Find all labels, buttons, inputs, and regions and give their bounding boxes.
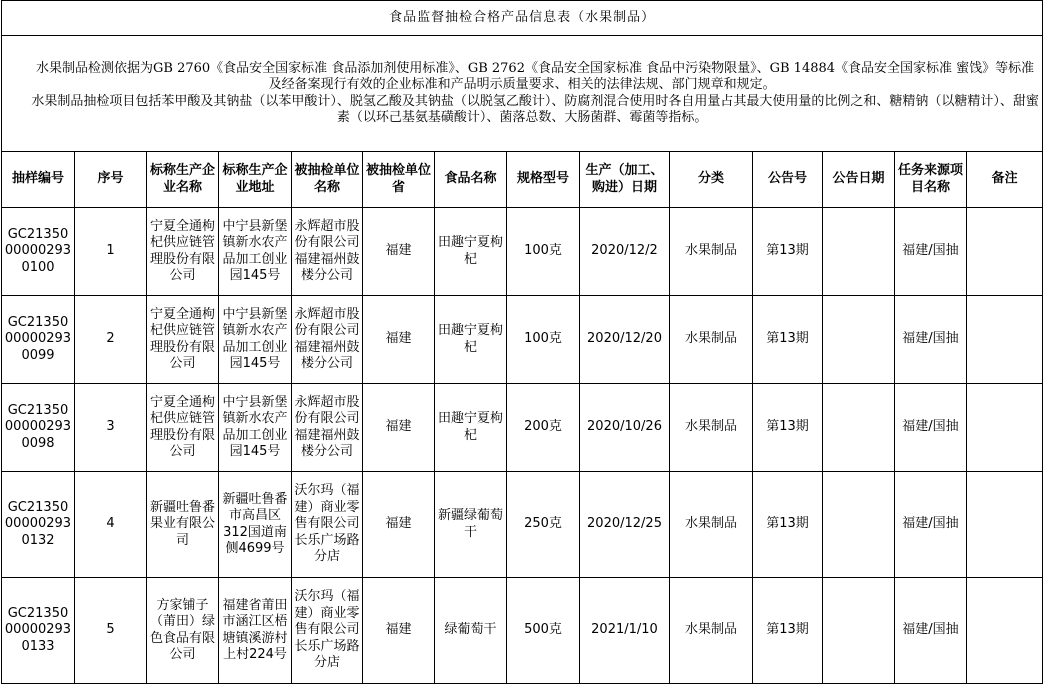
production-date: 2020/12/25 xyxy=(580,472,670,578)
notice-date xyxy=(823,472,895,578)
notice-number: 第13期 xyxy=(753,384,823,472)
remark xyxy=(967,384,1043,472)
task-source: 福建/国抽 xyxy=(895,578,967,684)
producer-name: 宁夏全通枸杞供应链管理股份有限公司 xyxy=(147,208,219,296)
producer-name: 宁夏全通枸杞供应链管理股份有限公司 xyxy=(147,384,219,472)
category: 水果制品 xyxy=(670,208,753,296)
province: 福建 xyxy=(363,472,435,578)
remark xyxy=(967,208,1043,296)
task-source: 福建/国抽 xyxy=(895,472,967,578)
sample-code: GC21350000002930132 xyxy=(2,472,75,578)
column-header: 任务来源项目名称 xyxy=(895,152,967,208)
column-header: 标称生产企业地址 xyxy=(219,152,292,208)
producer-address: 新疆吐鲁番市高昌区312国道南侧4699号 xyxy=(219,472,292,578)
column-header: 序号 xyxy=(75,152,147,208)
intro-paragraph: 水果制品检测依据为GB 2760《食品安全国家标准 食品添加剂使用标准》、GB 2762《食品安全国家标准 食品中污染物限量》、GB 14884《食品安全国家标准 蜜饯》等标准及经备案现行有效的企业标准和产品明示质量要求、相关的法律法规、部门规章和规定。 xyxy=(36,60,1035,92)
province: 福建 xyxy=(363,384,435,472)
column-header: 备注 xyxy=(967,152,1043,208)
row-number: 2 xyxy=(75,296,147,384)
food-name: 田趣宁夏枸杞 xyxy=(435,384,507,472)
header-row xyxy=(2,152,1043,208)
task-source: 福建/国抽 xyxy=(895,384,967,472)
sampled-unit: 永辉超市股份有限公司福建福州鼓楼分公司 xyxy=(292,296,363,384)
food-name: 绿葡萄干 xyxy=(435,578,507,684)
column-header: 被抽检单位省 xyxy=(363,152,435,208)
notice-date xyxy=(823,208,895,296)
spec: 100克 xyxy=(507,208,580,296)
info-table xyxy=(1,0,1043,684)
food-name: 田趣宁夏枸杞 xyxy=(435,208,507,296)
notice-number: 第13期 xyxy=(753,472,823,578)
province: 福建 xyxy=(363,296,435,384)
production-date: 2021/1/10 xyxy=(580,578,670,684)
sample-code: GC21350000002930098 xyxy=(2,384,75,472)
province: 福建 xyxy=(363,578,435,684)
table-row xyxy=(2,296,1043,384)
category: 水果制品 xyxy=(670,578,753,684)
table-row xyxy=(2,384,1043,472)
notice-date xyxy=(823,384,895,472)
table-row xyxy=(2,472,1043,578)
row-number: 3 xyxy=(75,384,147,472)
table-row xyxy=(2,578,1043,684)
producer-address: 中宁县新堡镇新水农产品加工创业园145号 xyxy=(219,296,292,384)
spec: 500克 xyxy=(507,578,580,684)
category: 水果制品 xyxy=(670,384,753,472)
production-date: 2020/10/26 xyxy=(580,384,670,472)
sample-code: GC21350000002930133 xyxy=(2,578,75,684)
sampled-unit: 沃尔玛（福建）商业零售有限公司长乐广场路分店 xyxy=(292,578,363,684)
sampled-unit: 永辉超市股份有限公司福建福州鼓楼分公司 xyxy=(292,208,363,296)
table-row xyxy=(2,208,1043,296)
column-header: 公告号 xyxy=(753,152,823,208)
notice-date xyxy=(823,296,895,384)
column-header: 食品名称 xyxy=(435,152,507,208)
producer-address: 福建省莆田市涵江区梧塘镇溪游村上村224号 xyxy=(219,578,292,684)
column-header: 公告日期 xyxy=(823,152,895,208)
column-header: 标称生产企业名称 xyxy=(147,152,219,208)
remark xyxy=(967,296,1043,384)
remark xyxy=(967,472,1043,578)
food-name: 新疆绿葡萄干 xyxy=(435,472,507,578)
spec: 250克 xyxy=(507,472,580,578)
producer-name: 方家铺子（莆田）绿色食品有限公司 xyxy=(147,578,219,684)
spec: 200克 xyxy=(507,384,580,472)
producer-address: 中宁县新堡镇新水农产品加工创业园145号 xyxy=(219,208,292,296)
intro-text xyxy=(2,36,1043,152)
table-title: 食品监督抽检合格产品信息表（水果制品） xyxy=(2,1,1043,36)
producer-name: 宁夏全通枸杞供应链管理股份有限公司 xyxy=(147,296,219,384)
notice-date xyxy=(823,578,895,684)
notice-number: 第13期 xyxy=(753,296,823,384)
row-number: 4 xyxy=(75,472,147,578)
spec: 100克 xyxy=(507,296,580,384)
producer-name: 新疆吐鲁番果业有限公司 xyxy=(147,472,219,578)
production-date: 2020/12/20 xyxy=(580,296,670,384)
row-number: 1 xyxy=(75,208,147,296)
task-source: 福建/国抽 xyxy=(895,208,967,296)
column-header: 抽样编号 xyxy=(2,152,75,208)
row-number: 5 xyxy=(75,578,147,684)
column-header: 规格型号 xyxy=(507,152,580,208)
sample-code: GC21350000002930099 xyxy=(2,296,75,384)
spreadsheet xyxy=(1,0,1042,684)
column-header: 生产（加工、购进）日期 xyxy=(580,152,670,208)
sampled-unit: 沃尔玛（福建）商业零售有限公司长乐广场路分店 xyxy=(292,472,363,578)
notice-number: 第13期 xyxy=(753,578,823,684)
food-name: 田趣宁夏枸杞 xyxy=(435,296,507,384)
intro-paragraph: 水果制品抽检项目包括苯甲酸及其钠盐（以苯甲酸计）、脱氢乙酸及其钠盐（以脱氢乙酸计）、防腐剂混合使用时各自用量占其最大使用量的比例之和、糖精钠（以糖精计）、甜蜜素（以环己基氨基磺酸计）、菌落总数、大肠菌群、霉菌等指标。 xyxy=(31,93,1039,125)
producer-address: 中宁县新堡镇新水农产品加工创业园145号 xyxy=(219,384,292,472)
remark xyxy=(967,578,1043,684)
category: 水果制品 xyxy=(670,296,753,384)
sample-code: GC21350000002930100 xyxy=(2,208,75,296)
sampled-unit: 永辉超市股份有限公司福建福州鼓楼分公司 xyxy=(292,384,363,472)
task-source: 福建/国抽 xyxy=(895,296,967,384)
province: 福建 xyxy=(363,208,435,296)
column-header: 被抽检单位名称 xyxy=(292,152,363,208)
production-date: 2020/12/2 xyxy=(580,208,670,296)
category: 水果制品 xyxy=(670,472,753,578)
column-header: 分类 xyxy=(670,152,753,208)
notice-number: 第13期 xyxy=(753,208,823,296)
